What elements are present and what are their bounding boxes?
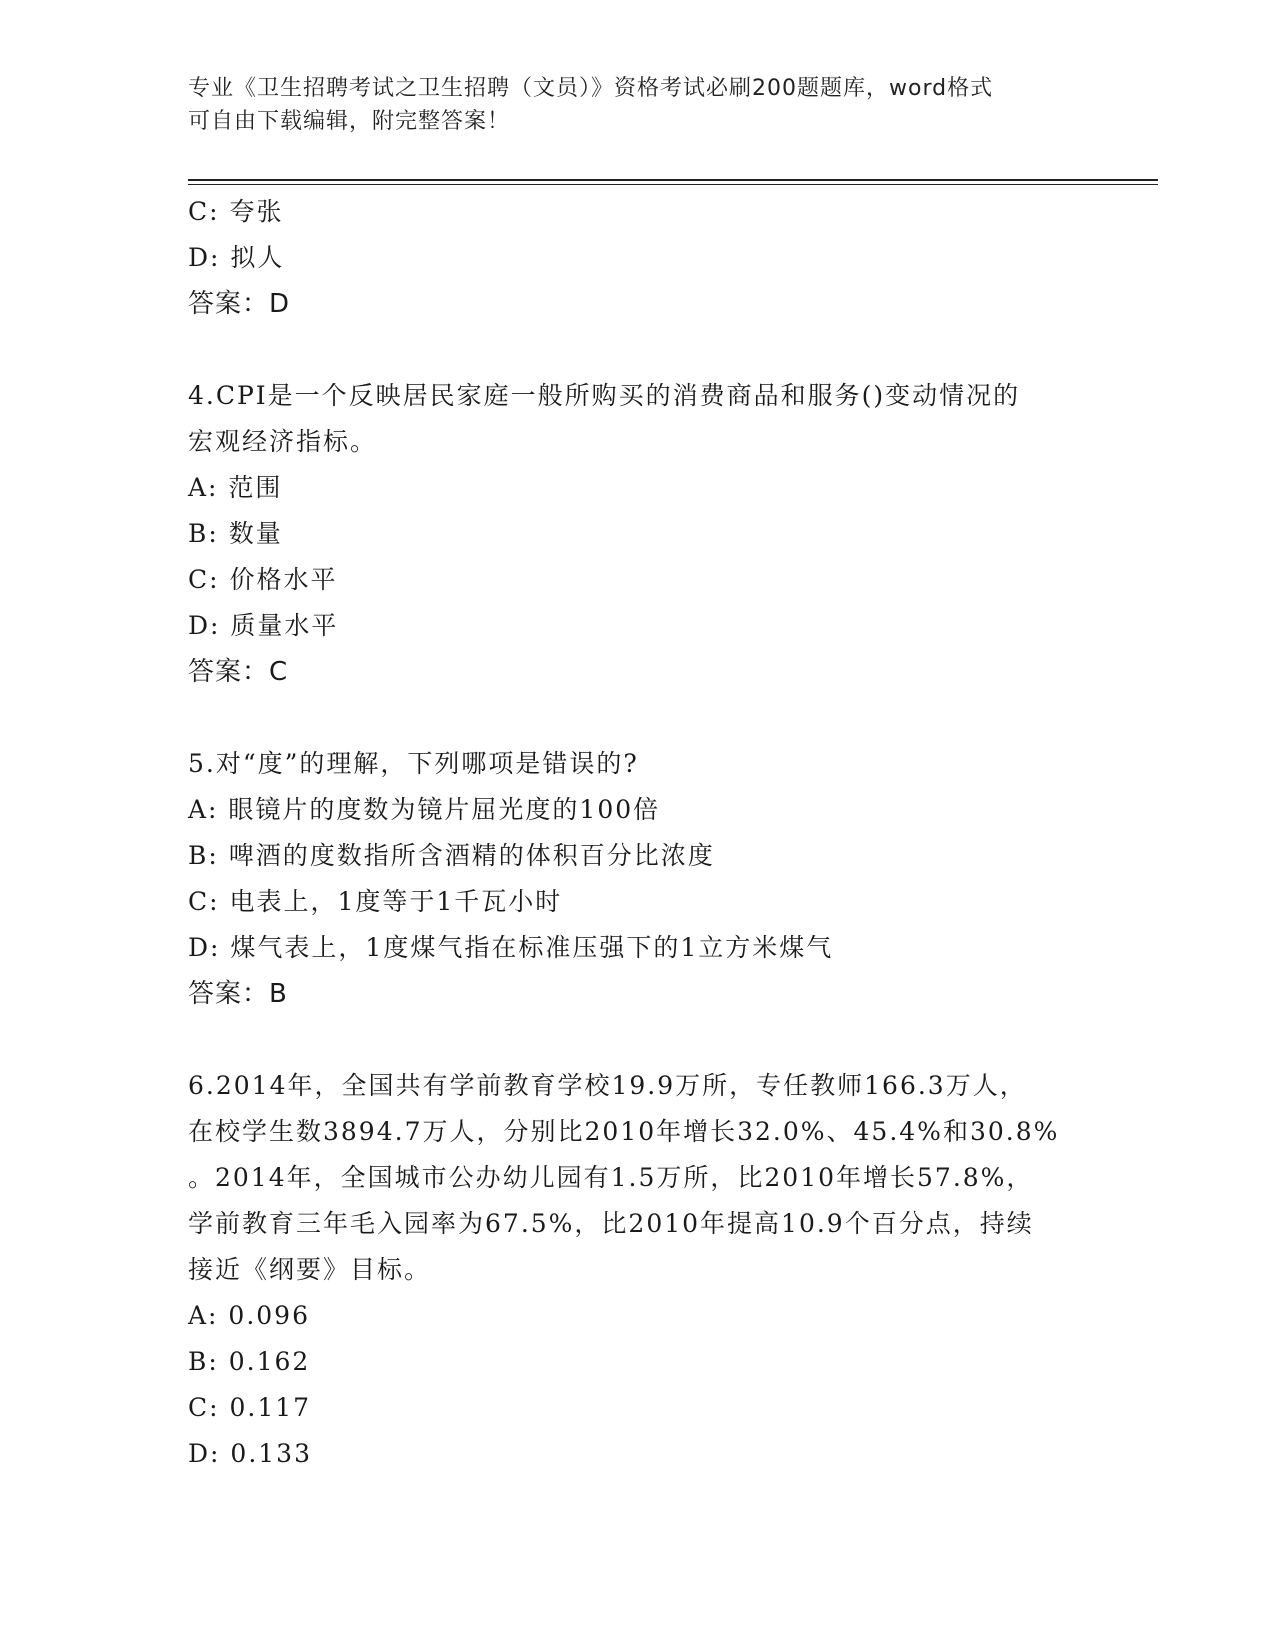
option-b: B: 啤酒的度数指所含酒精的体积百分比浓度 [188,841,715,870]
header-title-line-1: 专业《卫生招聘考试之卫生招聘（文员）》资格考试必刷200题题库，word格式 [188,76,994,101]
question-stem-line: 4.CPI是一个反映居民家庭一般所购买的消费商品和服务()变动情况的 [188,381,1021,410]
option-b: B: 0.162 [188,1347,311,1376]
option-d: D: 0.133 [188,1439,312,1468]
option-d: D: 煤气表上，1度煤气指在标准压强下的1立方米煤气 [188,933,834,962]
answer-label: 答案：C [188,657,289,687]
answer-label: 答案：D [188,289,291,319]
answer-label: 答案：B [188,979,288,1009]
question-stem-line: 在校学生数3894.7万人，分别比2010年增长32.0%、45.4%和30.8% [188,1117,1060,1146]
question-list [188,189,1088,1477]
question-stem-line: 接近《纲要》目标。 [188,1255,432,1284]
question-6 [188,1063,1088,1477]
spacer [188,695,1088,741]
option-d: D: 拟人 [188,243,285,272]
question-5 [188,741,1088,1017]
header-divider-thin [188,184,1158,185]
option-a: A: 0.096 [188,1301,310,1330]
document-header [188,72,1068,138]
option-a: A: 范围 [188,473,283,502]
spacer [188,327,1088,373]
option-b: B: 数量 [188,519,283,548]
option-c: C: 电表上，1度等于1千瓦小时 [188,887,563,916]
question-stem-line: 5.对“度”的理解，下列哪项是错误的? [188,749,639,778]
option-c: C: 0.117 [188,1393,312,1422]
question-4 [188,373,1088,695]
spacer [188,1017,1088,1063]
option-c: C: 夸张 [188,197,284,226]
question-stem-line: 6.2014年，全国共有学前教育学校19.9万所，专任教师166.3万人， [188,1071,1027,1100]
option-c: C: 价格水平 [188,565,338,594]
question-stem-line: 。2014年，全国城市公办幼儿园有1.5万所，比2010年增长57.8%， [188,1163,1034,1192]
option-a: A: 眼镜片的度数为镜片屈光度的100倍 [188,795,661,824]
question-stem-line: 宏观经济指标。 [188,427,378,456]
question-stem-line: 学前教育三年毛入园率为67.5%，比2010年提高10.9个百分点，持续 [188,1209,1034,1238]
header-title-line-2: 可自由下载编辑，附完整答案！ [188,109,511,134]
option-d: D: 质量水平 [188,611,339,640]
question-3 [188,189,1088,327]
header-divider-thick [188,179,1158,181]
